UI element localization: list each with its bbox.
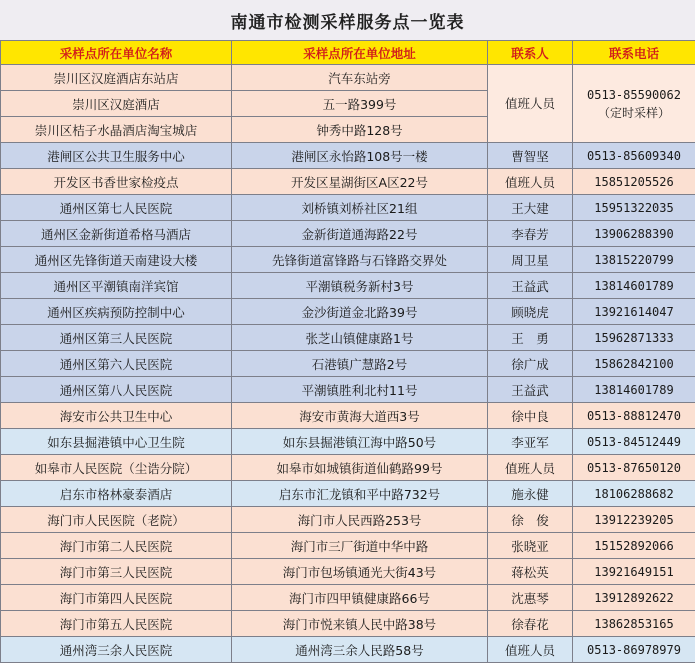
cell-contact: 徐春花 bbox=[488, 611, 573, 637]
table-row bbox=[1, 403, 695, 429]
cell-phone: 0513-84512449 bbox=[573, 429, 695, 455]
cell-address: 海安市黄海大道西3号 bbox=[232, 403, 488, 429]
page-title: 南通市检测采样服务点一览表 bbox=[0, 0, 695, 40]
cell-contact: 值班人员 bbox=[488, 637, 573, 663]
cell-contact: 王 勇 bbox=[488, 325, 573, 351]
cell-name: 通州区第六人民医院 bbox=[1, 351, 232, 377]
cell-name: 通州区第三人民医院 bbox=[1, 325, 232, 351]
cell-name: 崇川区汉庭酒店东站店 bbox=[1, 65, 232, 91]
cell-name: 崇川区桔子水晶酒店淘宝城店 bbox=[1, 117, 232, 143]
cell-address: 五一路399号 bbox=[232, 91, 488, 117]
cell-contact: 周卫星 bbox=[488, 247, 573, 273]
cell-name: 崇川区汉庭酒店 bbox=[1, 91, 232, 117]
cell-phone: 13906288390 bbox=[573, 221, 695, 247]
table-row bbox=[1, 455, 695, 481]
cell-name: 开发区书香世家检疫点 bbox=[1, 169, 232, 195]
cell-phone: 15862842100 bbox=[573, 351, 695, 377]
table-row bbox=[1, 221, 695, 247]
cell-name: 通州区第八人民医院 bbox=[1, 377, 232, 403]
cell-contact: 王益武 bbox=[488, 273, 573, 299]
cell-name: 通州区先锋街道天南建设大楼 bbox=[1, 247, 232, 273]
table-row bbox=[1, 273, 695, 299]
cell-contact: 顾晓虎 bbox=[488, 299, 573, 325]
cell-address: 平潮镇税务新村3号 bbox=[232, 273, 488, 299]
table-row bbox=[1, 247, 695, 273]
column-header-name: 采样点所在单位名称 bbox=[1, 41, 232, 65]
cell-phone: 15951322035 bbox=[573, 195, 695, 221]
table-row bbox=[1, 299, 695, 325]
cell-phone: 15851205526 bbox=[573, 169, 695, 195]
table-row bbox=[1, 611, 695, 637]
column-header-address: 采样点所在单位地址 bbox=[232, 41, 488, 65]
cell-phone: 0513-88812470 bbox=[573, 403, 695, 429]
table-row bbox=[1, 325, 695, 351]
cell-name: 海门市第三人民医院 bbox=[1, 559, 232, 585]
cell-contact: 徐广成 bbox=[488, 351, 573, 377]
cell-phone: 0513-85590062 bbox=[587, 87, 681, 102]
cell-contact: 李春芳 bbox=[488, 221, 573, 247]
cell-address: 如皋市如城镇街道仙鹤路99号 bbox=[232, 455, 488, 481]
table-row bbox=[1, 585, 695, 611]
table-row bbox=[1, 481, 695, 507]
cell-name: 海门市第四人民医院 bbox=[1, 585, 232, 611]
cell-phone: 15962871333 bbox=[573, 325, 695, 351]
cell-phone: 0513-85609340 bbox=[573, 143, 695, 169]
table-row bbox=[1, 65, 695, 91]
cell-name: 如东县掘港镇中心卫生院 bbox=[1, 429, 232, 455]
cell-name: 海门市第二人民医院 bbox=[1, 533, 232, 559]
table-row bbox=[1, 351, 695, 377]
cell-address: 金沙街道金北路39号 bbox=[232, 299, 488, 325]
cell-contact: 曹智坚 bbox=[488, 143, 573, 169]
table-row bbox=[1, 559, 695, 585]
cell-name: 通州区第七人民医院 bbox=[1, 195, 232, 221]
cell-phone: 18106288682 bbox=[573, 481, 695, 507]
cell-address: 刘桥镇刘桥社区21组 bbox=[232, 195, 488, 221]
cell-contact: 值班人员 bbox=[488, 65, 573, 143]
cell-address: 钟秀中路128号 bbox=[232, 117, 488, 143]
cell-contact: 施永健 bbox=[488, 481, 573, 507]
cell-name: 启东市格林豪泰酒店 bbox=[1, 481, 232, 507]
cell-name: 港闸区公共卫生服务中心 bbox=[1, 143, 232, 169]
cell-address: 先锋街道富锋路与石锋路交界处 bbox=[232, 247, 488, 273]
table-row bbox=[1, 169, 695, 195]
cell-name: 海门市人民医院（老院） bbox=[1, 507, 232, 533]
cell-phone: 13814601789 bbox=[573, 377, 695, 403]
table-row bbox=[1, 507, 695, 533]
cell-phone: 13814601789 bbox=[573, 273, 695, 299]
cell-phone: 13921649151 bbox=[573, 559, 695, 585]
table-row bbox=[1, 377, 695, 403]
cell-name: 海门市第五人民医院 bbox=[1, 611, 232, 637]
cell-contact: 沈惠琴 bbox=[488, 585, 573, 611]
cell-name: 海安市公共卫生中心 bbox=[1, 403, 232, 429]
cell-address: 通州湾三余人民路58号 bbox=[232, 637, 488, 663]
cell-name: 通州区平潮镇南洋宾馆 bbox=[1, 273, 232, 299]
table-row bbox=[1, 533, 695, 559]
column-header-contact: 联系人 bbox=[488, 41, 573, 65]
table-row bbox=[1, 143, 695, 169]
table-row bbox=[1, 429, 695, 455]
cell-contact: 徐中良 bbox=[488, 403, 573, 429]
cell-phone: 13912892622 bbox=[573, 585, 695, 611]
cell-phone: 0513-87650120 bbox=[573, 455, 695, 481]
cell-address: 汽车东站旁 bbox=[232, 65, 488, 91]
cell-name: 通州区金新街道希格马酒店 bbox=[1, 221, 232, 247]
cell-contact: 蒋松英 bbox=[488, 559, 573, 585]
column-header-phone: 联系电话 bbox=[573, 41, 695, 65]
cell-phone: 15152892066 bbox=[573, 533, 695, 559]
cell-phone: 13912239205 bbox=[573, 507, 695, 533]
cell-address: 平潮镇胜利北村11号 bbox=[232, 377, 488, 403]
table-row bbox=[1, 195, 695, 221]
table-header-row bbox=[1, 41, 695, 65]
cell-address: 港闸区永怡路108号一楼 bbox=[232, 143, 488, 169]
cell-address: 海门市三厂街道中华中路 bbox=[232, 533, 488, 559]
cell-address: 开发区星湖街区A区22号 bbox=[232, 169, 488, 195]
cell-phone: 13862853165 bbox=[573, 611, 695, 637]
cell-address: 石港镇广慧路2号 bbox=[232, 351, 488, 377]
cell-address: 海门市人民西路253号 bbox=[232, 507, 488, 533]
cell-address: 海门市悦来镇人民中路38号 bbox=[232, 611, 488, 637]
cell-contact: 张晓亚 bbox=[488, 533, 573, 559]
cell-address: 如东县掘港镇江海中路50号 bbox=[232, 429, 488, 455]
cell-phone-note: （定时采样） bbox=[597, 105, 670, 120]
cell-phone-merged bbox=[573, 65, 695, 143]
cell-address: 启东市汇龙镇和平中路732号 bbox=[232, 481, 488, 507]
table-row bbox=[1, 637, 695, 663]
cell-contact: 值班人员 bbox=[488, 169, 573, 195]
cell-name: 通州区疾病预防控制中心 bbox=[1, 299, 232, 325]
sampling-points-table bbox=[0, 40, 695, 663]
cell-address: 金新街道通海路22号 bbox=[232, 221, 488, 247]
cell-contact: 王大建 bbox=[488, 195, 573, 221]
cell-contact: 李亚军 bbox=[488, 429, 573, 455]
cell-phone: 0513-86978979 bbox=[573, 637, 695, 663]
cell-name: 如皋市人民医院（尘诰分院） bbox=[1, 455, 232, 481]
cell-name: 通州湾三余人民医院 bbox=[1, 637, 232, 663]
cell-address: 张芝山镇健康路1号 bbox=[232, 325, 488, 351]
cell-contact: 值班人员 bbox=[488, 455, 573, 481]
cell-address: 海门市四甲镇健康路66号 bbox=[232, 585, 488, 611]
cell-phone: 13921614047 bbox=[573, 299, 695, 325]
cell-phone: 13815220799 bbox=[573, 247, 695, 273]
cell-contact: 徐 俊 bbox=[488, 507, 573, 533]
cell-address: 海门市包场镇通光大街43号 bbox=[232, 559, 488, 585]
cell-contact: 王益武 bbox=[488, 377, 573, 403]
